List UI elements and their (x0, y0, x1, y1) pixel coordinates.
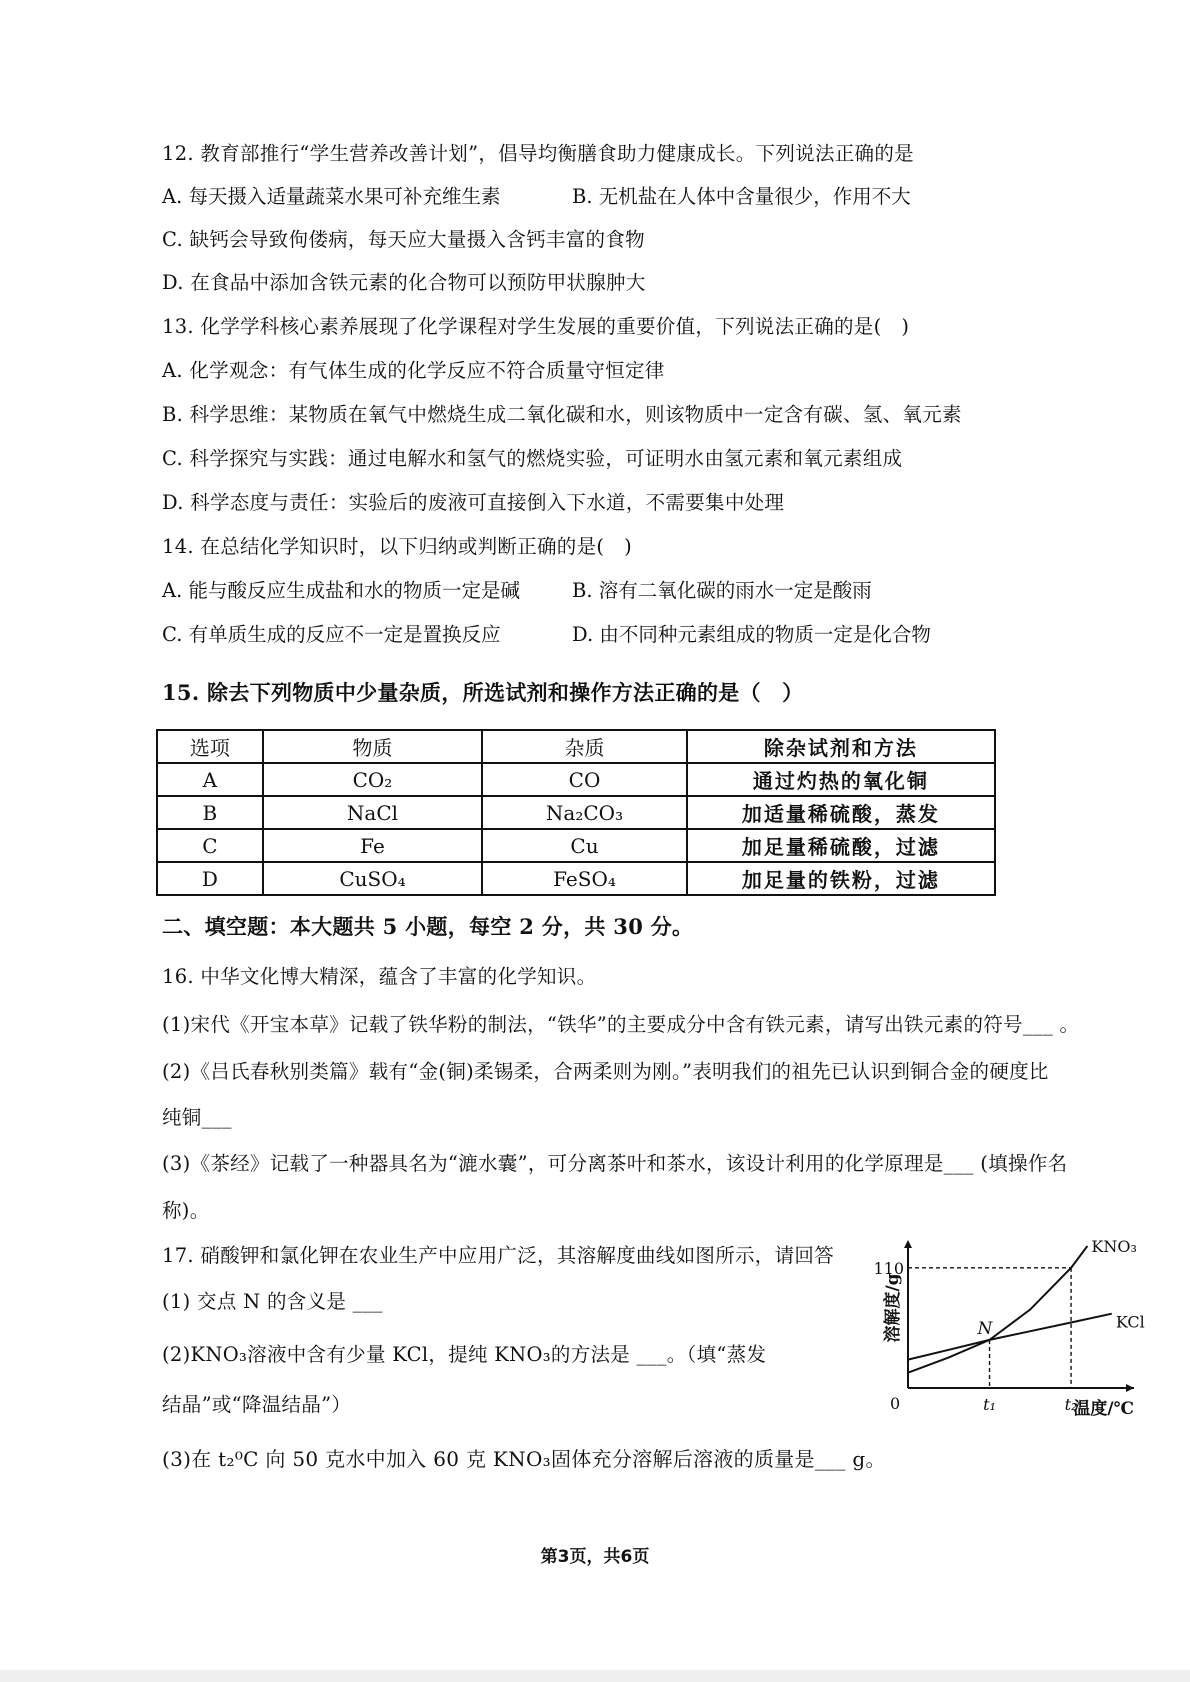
cell-option: B (157, 796, 263, 829)
cell-method: 加足量的铁粉，过滤 (687, 862, 995, 895)
q13-option-b: B. 科学思维：某物质在氧气中燃烧生成二氧化碳和水，则该物质中一定含有碳、氢、氧元素 (162, 403, 962, 426)
cell-impurity: FeSO₄ (482, 862, 687, 895)
q17-part-2-cont: 结晶”或“降温结晶”） (162, 1393, 352, 1416)
cell-impurity: Na₂CO₃ (482, 796, 687, 829)
cell-option: A (157, 763, 263, 796)
header-impurity: 杂质 (482, 730, 687, 763)
q14-option-a: A. 能与酸反应生成盐和水的物质一定是碱 (162, 579, 520, 602)
cell-substance: Fe (263, 829, 483, 862)
q16-part-2: (2)《吕氏春秋别类篇》载有“金(铜)柔锡柔，合两柔则为刚。”表明我们的祖先已认识到铜合金的硬度比 (162, 1060, 1049, 1083)
x-axis-label: 温度/℃ (1073, 1399, 1134, 1419)
q16-part-3: (3)《茶经》记载了一种器具名为“漉水囊”，可分离茶叶和茶水，该设计利用的化学原理是___ (填操作名 (162, 1152, 1068, 1175)
scan-edge (0, 1670, 1190, 1682)
q14-option-b: B. 溶有二氧化碳的雨水一定是酸雨 (572, 579, 872, 602)
cell-impurity: Cu (482, 829, 687, 862)
table-row (157, 829, 995, 862)
q14-stem: 14. 在总结化学知识时，以下归纳或判断正确的是( ) (162, 535, 633, 558)
q12-option-d: D. 在食品中添加含铁元素的化合物可以预防甲状腺肿大 (162, 271, 646, 294)
y-axis-arrow (904, 1240, 912, 1248)
chart-labels (873, 1237, 1144, 1419)
q17-stem: 17. 硝酸钾和氯化钾在农业生产中应用广泛，其溶解度曲线如图所示，请回答 (162, 1244, 835, 1267)
cell-substance: NaCl (263, 796, 483, 829)
q17-part-3: (3)在 t₂⁰C 向 50 克水中加入 60 克 KNO₃固体充分溶解后溶液的质量是___ g。 (162, 1447, 886, 1471)
y-tick-label: 110 (873, 1258, 904, 1278)
q17-part-1: (1) 交点 N 的含义是 ___ (162, 1290, 383, 1313)
q12-option-a: A. 每天摄入适量蔬菜水果可补充维生素 (162, 185, 501, 208)
origin-label: 0 (890, 1394, 901, 1413)
x-tick-label: t₂ (1064, 1395, 1078, 1414)
q12-option-c: C. 缺钙会导致佝偻病，每天应大量摄入含钙丰富的食物 (162, 228, 645, 251)
q15-stem: 15. 除去下列物质中少量杂质，所选试剂和操作方法正确的是（ ） (162, 680, 804, 705)
cell-option: D (157, 862, 263, 895)
q13-option-d: D. 科学态度与责任：实验后的废液可直接倒入下水道，不需要集中处理 (162, 491, 785, 514)
q14-option-c: C. 有单质生成的反应不一定是置换反应 (162, 623, 501, 646)
series-label-0: KNO₃ (1091, 1237, 1137, 1256)
chart-series (908, 1246, 1112, 1373)
q15-table (156, 729, 996, 896)
cell-substance: CO₂ (263, 763, 483, 796)
q13-option-c: C. 科学探究与实践：通过电解水和氢气的燃烧实验，可证明水由氢元素和氧元素组成 (162, 447, 903, 470)
q16-part-3-cont: 称)。 (162, 1199, 210, 1222)
q12-stem: 12. 教育部推行“学生营养改善计划”，倡导均衡膳食助力健康成长。下列说法正确的是 (162, 142, 914, 165)
header-method: 除杂试剂和方法 (687, 730, 995, 763)
header-substance: 物质 (263, 730, 483, 763)
q16-stem: 16. 中华文化博大精深，蕴含了丰富的化学知识。 (162, 965, 597, 988)
solubility-chart (873, 1237, 1145, 1420)
q17-part-2: (2)KNO₃溶液中含有少量 KCl，提纯 KNO₃的方法是 ___。（填“蒸发 (162, 1343, 767, 1366)
cell-option: C (157, 829, 263, 862)
cell-substance: CuSO₄ (263, 862, 483, 895)
header-option: 选项 (157, 730, 263, 763)
q16-part-1: (1)宋代《开宝本草》记载了铁华粉的制法，“铁华”的主要成分中含有铁元素，请写出铁元素的符号___ 。 (162, 1013, 1080, 1036)
series-label-1: KCl (1115, 1312, 1145, 1332)
q13-stem: 13. 化学学科核心素养展现了化学课程对学生发展的重要价值，下列说法正确的是( ) (162, 315, 910, 338)
x-axis-arrow (1126, 1384, 1134, 1392)
cell-method: 通过灼热的氧化铜 (687, 763, 995, 796)
table-header-row (157, 730, 995, 763)
cell-method: 加适量稀硫酸，蒸发 (687, 796, 995, 829)
table-row (157, 796, 995, 829)
page-footer: 第3页，共6页 (540, 1547, 650, 1567)
series-line-1 (908, 1314, 1112, 1360)
q12-option-b: B. 无机盐在人体中含量很少，作用不大 (572, 185, 911, 208)
x-tick-label: t₁ (983, 1395, 996, 1414)
q13-option-a: A. 化学观念：有气体生成的化学反应不符合质量守恒定律 (162, 359, 665, 382)
y-axis-label: 溶解度/g (883, 1273, 903, 1343)
section-two-heading: 二、填空题：本大题共 5 小题，每空 2 分，共 30 分。 (162, 914, 694, 939)
cell-method: 加足量稀硫酸，过滤 (687, 829, 995, 862)
table-row (157, 763, 995, 796)
q14-option-d: D. 由不同种元素组成的物质一定是化合物 (572, 623, 931, 646)
table-row (157, 862, 995, 895)
q16-part-2-cont: 纯铜___ (162, 1106, 232, 1129)
intersection-label: N (977, 1318, 993, 1339)
cell-impurity: CO (482, 763, 687, 796)
